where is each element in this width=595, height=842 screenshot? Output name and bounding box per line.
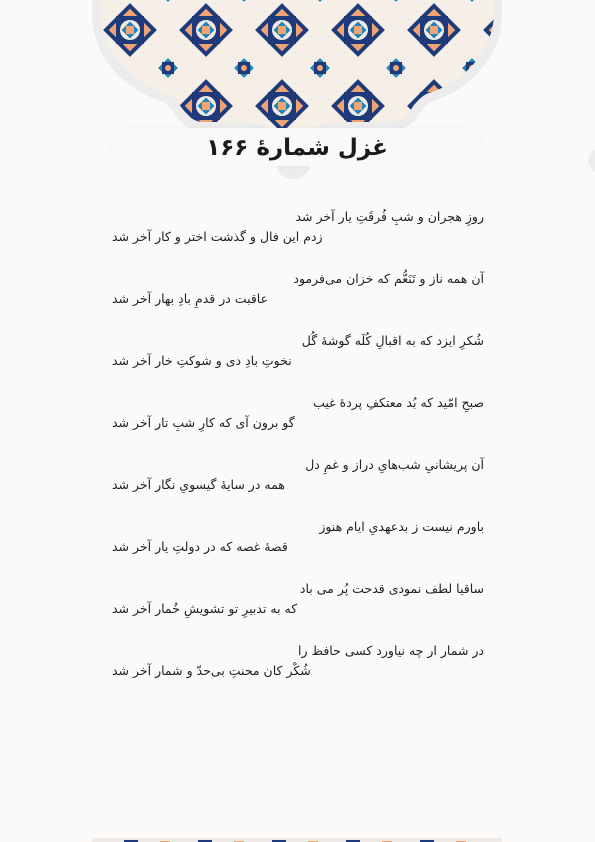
- page-title: غزل شمارهٔ ۱۶۶: [206, 135, 388, 161]
- couplet: [112, 331, 484, 393]
- poem-body: [112, 207, 484, 703]
- second-hemistich: نخوتِ بادِ دی و شوکتِ خار آخر شد: [112, 353, 292, 368]
- couplet: [112, 579, 484, 641]
- first-hemistich: روزِ هجران و شبِ فُرقَتِ یار آخر شد: [295, 209, 484, 224]
- couplet: [112, 641, 484, 703]
- second-hemistich: همه در سایهٔ گیسویِ نگار آخر شد: [112, 477, 285, 492]
- second-hemistich: عاقبت در قدمِ بادِ بهار آخر شد: [112, 291, 269, 306]
- first-hemistich: آن همه ناز و تَنَعُّم که خزان می‌فرمود: [293, 271, 484, 286]
- first-hemistich: در شمار ار چه نیاورد کسی حافظ را: [297, 643, 484, 658]
- footer-tile-icon: [92, 836, 502, 842]
- first-hemistich: باورم نیست ز بدعهدیِ ایام هنوز: [319, 519, 484, 534]
- second-hemistich: گو برون آی که کارِ شبِ تار آخر شد: [112, 415, 295, 430]
- first-hemistich: آن پریشانیِ شب‌هایِ دراز و غمِ دل: [305, 457, 484, 472]
- couplet: [112, 269, 484, 331]
- second-hemistich: شُکْر کان محنتِ بی‌حدّ و شمار آخر شد: [112, 663, 311, 678]
- couplet: [112, 207, 484, 269]
- first-hemistich: شُکرِ ایزد که به اقبالِ کُلَه گوشهٔ گُل: [301, 333, 484, 348]
- second-hemistich: قصهٔ غصه که در دولتِ یار آخر شد: [112, 539, 288, 554]
- couplet: [112, 517, 484, 579]
- first-hemistich: ساقیا لطف نمودی قدحت پُر می باد: [299, 581, 484, 596]
- first-hemistich: صبحِ امّید که بُد معتکفِ پردهٔ غیب: [313, 395, 484, 410]
- couplet: [112, 393, 484, 455]
- edge-ornament-icon: [581, 150, 595, 172]
- second-hemistich: زدم این فال و گذشت اختر و کار آخر شد: [112, 229, 323, 244]
- second-hemistich: که به تدبیرِ تو تشویشِ خُمار آخر شد: [112, 601, 298, 616]
- couplet: [112, 455, 484, 517]
